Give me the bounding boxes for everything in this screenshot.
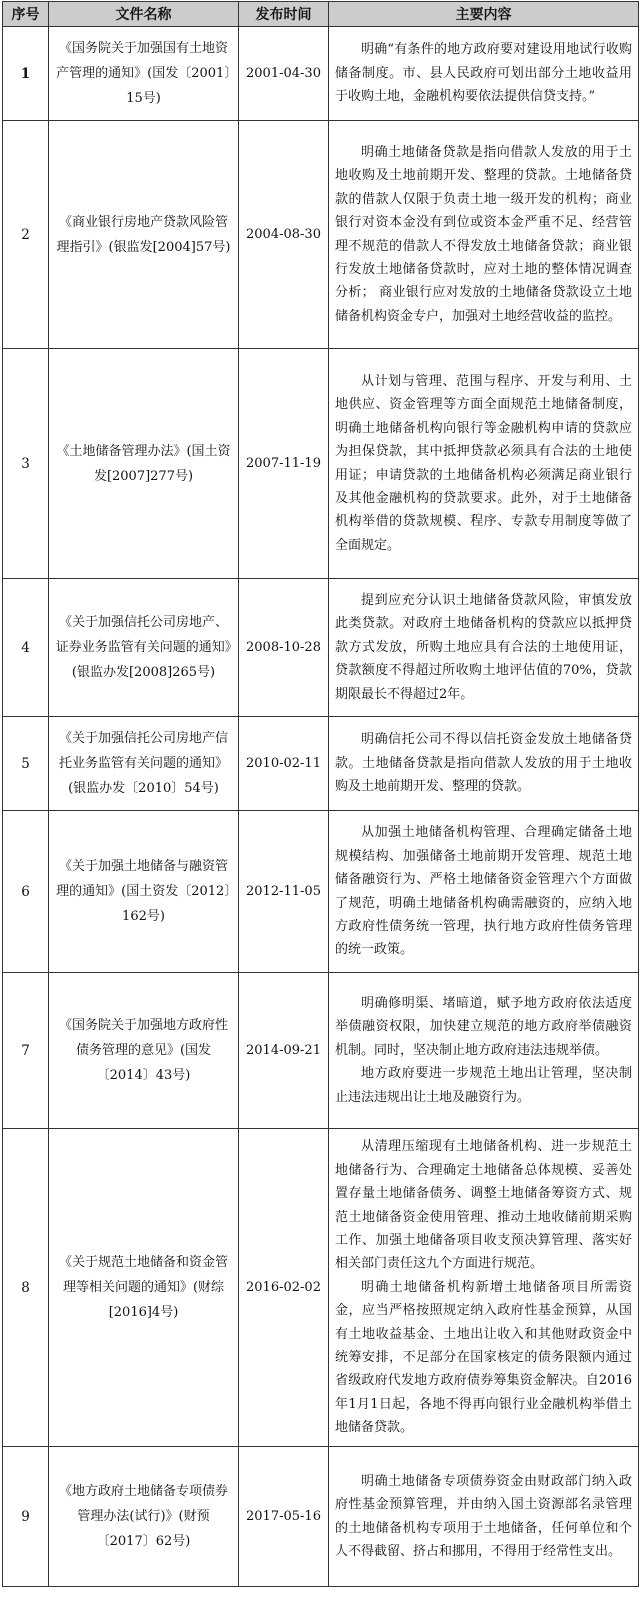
content-paragraph: 明确土地储备专项债券资金由财政部门纳入政府性基金预算管理，并由纳入国土资源部名录管理的土地储备机构专项用于土地储备，任何单位和个人不得截留、挤占和挪用，不得用于经常性支出。 [335, 1473, 632, 1559]
row-no: 5 [3, 717, 49, 811]
content-paragraph: 明确土地储备贷款是指向借款人发放的用于土地收购及土地前期开发、整理的贷款。土地储备贷款的借款人仅限于负责土地一级开发的机构；商业银行对资本金没有到位或资本金严重不足、经营管理不规范的借款人不得发放土地储备贷款；商业银行发放土地储备贷款时，应对土地的整体情况调查分析； 商业银行应对发放的土地储备贷款设立土地储备机构资金专户，加强对土地经营收益的监控。 [335, 144, 632, 324]
header-name: 文件名称 [49, 2, 239, 27]
row-date: 2016-02-02 [239, 1129, 329, 1447]
row-no: 9 [3, 1447, 49, 1587]
header-no: 序号 [3, 2, 49, 27]
content-paragraph: 从计划与管理、范围与程序、开发与利用、土地供应、资金管理等方面全面规范土地储备制度，明确土地储备机构向银行等金融机构申请的贷款应为担保贷款，其中抵押贷款必须具有合法的土地使用证；申请贷款的土地储备机构必须满足商业银行及其他金融机构的贷款要求。此外，对于土地储备机构举借的贷款规模、程序、专款专用制度等做了全面规定。 [335, 373, 632, 553]
table-row [3, 121, 639, 349]
row-date: 2001-04-30 [239, 27, 329, 121]
row-content [329, 1129, 639, 1447]
row-content [329, 349, 639, 579]
row-date: 2008-10-28 [239, 579, 329, 717]
content-paragraph: 从清理压缩现有土地储备机构、进一步规范土地储备行为、合理确定土地储备总体规模、妥善处置存量土地储备债务、调整土地储备筹资方式、规范土地储备资金使用管理、推动土地收储前期采购工作、加强土地储备项目收支预决算管理、落实好相关部门责任这九个方面进行规范。 [335, 1139, 632, 1272]
row-no: 3 [3, 349, 49, 579]
row-date: 2017-05-16 [239, 1447, 329, 1587]
row-doc-name: 《关于加强信托公司房地产、证券业务监管有关问题的通知》(银监办发[2008]265号) [49, 579, 239, 717]
row-content [329, 811, 639, 973]
row-doc-name: 《关于加强土地储备与融资管理的通知》(国土资发〔2012〕162号) [49, 811, 239, 973]
table-row [3, 579, 639, 717]
table-row [3, 811, 639, 973]
row-no: 4 [3, 579, 49, 717]
row-doc-name: 《商业银行房地产贷款风险管理指引》(银监发[2004]57号) [49, 121, 239, 349]
header-row [3, 2, 639, 27]
header-date: 发布时间 [239, 2, 329, 27]
policy-table [2, 1, 639, 1587]
table-row [3, 1129, 639, 1447]
content-paragraph: 明确信托公司不得以信托资金发放土地储备贷款。土地储备贷款是指向借款人发放的用于土地收购及土地前期开发、整理的贷款。 [335, 732, 632, 795]
content-paragraph: 明确修明渠、堵暗道，赋予地方政府依法适度举债融资权限，加快建立规范的地方政府举债融资机制。同时，坚决制止地方政府违法违规举债。 [335, 995, 632, 1058]
row-no: 8 [3, 1129, 49, 1447]
row-doc-name: 《关于加强信托公司房地产信托业务监管有关问题的通知》(银监办发〔2010〕54号) [49, 717, 239, 811]
row-date: 2010-02-11 [239, 717, 329, 811]
row-content [329, 579, 639, 717]
row-doc-name: 《国务院关于加强国有土地资产管理的通知》(国发〔2001〕15号) [49, 27, 239, 121]
table-row [3, 1447, 639, 1587]
row-content [329, 973, 639, 1129]
row-doc-name: 《关于规范土地储备和资金管理等相关问题的通知》(财综[2016]4号) [49, 1129, 239, 1447]
row-date: 2014-09-21 [239, 973, 329, 1129]
row-content [329, 121, 639, 349]
row-no: 2 [3, 121, 49, 349]
content-paragraph: 提到应充分认识土地储备贷款风险，审慎发放此类贷款。对政府土地储备机构的贷款应以抵押贷款方式发放，所购土地应具有合法的土地使用证，贷款额度不得超过所收购土地评估值的70%，贷款期限最长不得超过2年。 [335, 592, 632, 702]
table-row [3, 349, 639, 579]
row-content [329, 717, 639, 811]
row-date: 2012-11-05 [239, 811, 329, 973]
table-row [3, 27, 639, 121]
row-no: 6 [3, 811, 49, 973]
content-paragraph: 地方政府要进一步规范土地出让管理，坚决制止违法违规出让土地及融资行为。 [335, 1066, 632, 1105]
row-no: 1 [3, 27, 49, 121]
row-doc-name: 《土地储备管理办法》(国土资发[2007]277号) [49, 349, 239, 579]
header-content: 主要内容 [329, 2, 639, 27]
row-date: 2007-11-19 [239, 349, 329, 579]
table-row [3, 717, 639, 811]
row-doc-name: 《地方政府土地储备专项债券管理办法(试行)》(财预〔2017〕62号) [49, 1447, 239, 1587]
row-doc-name: 《国务院关于加强地方政府性债务管理的意见》(国发〔2014〕43号) [49, 973, 239, 1129]
row-no: 7 [3, 973, 49, 1129]
table-row [3, 973, 639, 1129]
content-paragraph: 明确“有条件的地方政府要对建设用地试行收购储备制度。市、县人民政府可划出部分土地收益用于收购土地，金融机构要依法提供信贷支持。” [335, 42, 632, 105]
row-date: 2004-08-30 [239, 121, 329, 349]
row-content [329, 1447, 639, 1587]
content-paragraph: 从加强土地储备机构管理、合理确定储备土地规模结构、加强储备土地前期开发管理、规范土地储备融资行为、严格土地储备资金管理六个方面做了规范，明确土地储备机构确需融资的，应纳入地方政府性债务统一管理，执行地方政府性债务管理的统一政策。 [335, 825, 632, 958]
row-content [329, 27, 639, 121]
content-paragraph: 明确土地储备机构新增土地储备项目所需资金，应当严格按照规定纳入政府性基金预算，从国有土地收益基金、土地出让收入和其他财政资金中统筹安排，不足部分在国家核定的债务限额内通过省级政府代发地方政府债券筹集资金解决。自2016年1月1日起，各地不得再向银行业金融机构举借土地储备贷款。 [335, 1279, 632, 1436]
